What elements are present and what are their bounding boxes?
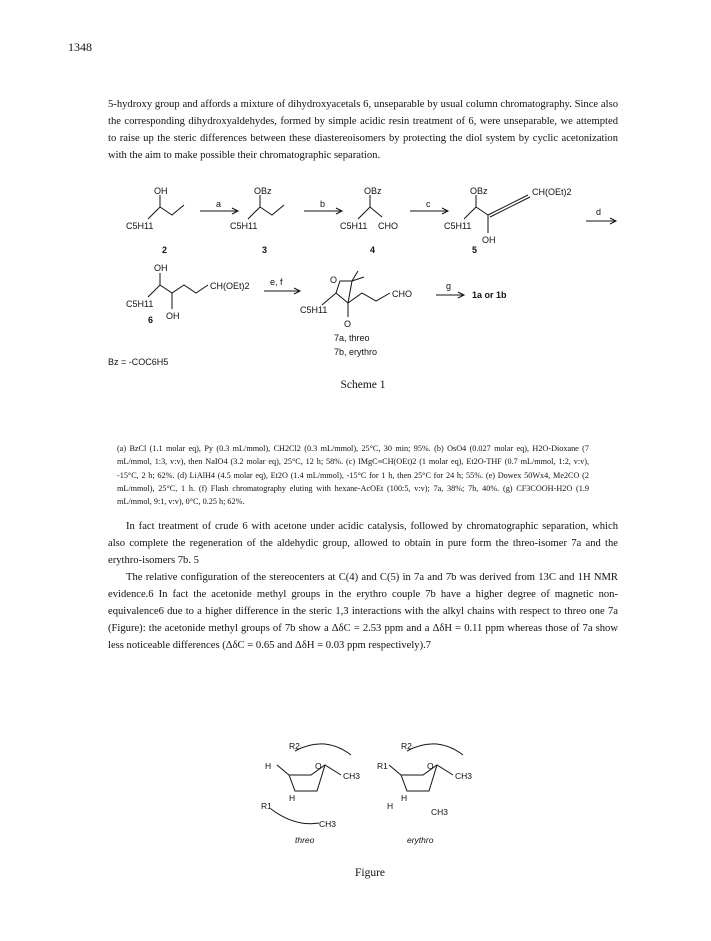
r1-label: R1 — [377, 761, 388, 771]
product-7a: 7a, threo — [334, 333, 370, 343]
c5h11-label: C5H11 — [340, 221, 368, 231]
compound-3: 3 — [262, 245, 268, 255]
intro-paragraph — [108, 96, 618, 164]
ch3-label: CH3 — [455, 771, 473, 781]
para-3: The relative configuration of the stereocenters at C(4) and C(5) in 7a and 7b was derived from 13C and 1H NMR evidence.6 In fact the acetonide methyl groups in the erythro couple 7b have a higher degree of magnetic non-equivalence6 due to a higher difference in the steric 1,3 interactions with the alkyl chains with respect to threo one 7a (Figure): the acetonide methyl groups of 7b show a ΔδC = 2.53 ppm and a ΔδH = 0.11 ppm whereas those of 7a show less noticeable differences (ΔδC = 0.65 and ΔδH = 0.03 ppm respectively).7 — [108, 572, 618, 651]
o-label: O — [344, 319, 352, 329]
h-label: H — [387, 801, 394, 811]
cho-label: CHO — [392, 289, 412, 299]
compound-5: 5 — [472, 245, 478, 255]
step-b: b — [320, 199, 326, 209]
page-number: 1348 — [68, 40, 92, 54]
erythro-label: erythro — [407, 835, 434, 845]
para-2: In fact treatment of crude 6 with acetone under acidic catalysis, followed by chromatographic separation, which also complete the regeneration of the aldehydic group, allowed to obtain in pure form the threo-isomer 7a and the erythro-isomers 7b. 5 — [108, 521, 618, 566]
ch3-label: CH3 — [431, 807, 449, 817]
results-paragraph — [108, 518, 618, 654]
h-label: H — [265, 761, 272, 771]
acetal-label: CH(OEt)2 — [210, 281, 250, 291]
step-d: d — [596, 207, 602, 217]
oh-label: OH — [166, 311, 180, 321]
oh-label: OH — [154, 186, 168, 196]
step-g: g — [446, 281, 452, 291]
r2-label: R2 — [401, 741, 412, 751]
r1-label: R1 — [261, 801, 272, 811]
ch3-label: CH3 — [319, 819, 337, 829]
c5h11-label: C5H11 — [126, 299, 154, 309]
scheme-caption: Scheme 1 — [340, 379, 386, 391]
o-label: O — [315, 761, 322, 771]
oh-label: OH — [154, 263, 168, 273]
h-label: H — [289, 793, 296, 803]
scheme-notes: (a) BzCl (1.1 molar eq), Py (0.3 mL/mmol), CH2Cl2 (0.3 mL/mmol), 25°C, 30 min; 95%. (b) OsO4 (0.027 molar eq), H2O-Dioxane (7 mL/mmol, 1:3, v:v), then NaIO4 (3.2 molar eq), 25°C, 12 h; 58%. (c) IMgC≡CH(OEt)2 (1 molar eq), Et2O-THF (0.7 mL/mmol, 1:2, v:v), -15°C, 2 h; 62%. (d) LiAlH4 (4.5 molar eq), Et2O (1.4 mL/mmol), -15°C for 1 h, then 25°C for 24 h; 55%. (e) Dowex 50Wx4, Me2CO (2 mL/mmol), 25°C, 1 h. (f) Flash chromatography eluting with hexane-AcOEt (100:5, v:v); 7a, 38%; 7b, 40%. (g) CF3COOH-H2O (1.9 mL/mmol, 9:1, v:v), 0°C, 0.25 h; 62%. — [117, 444, 589, 507]
scheme-drawing — [108, 185, 618, 385]
step-ef: e, f — [270, 277, 283, 287]
scheme-1 — [108, 185, 618, 405]
compound-4: 4 — [370, 245, 376, 255]
bz-definition: Bz = -COC6H5 — [108, 357, 169, 367]
figure — [255, 735, 485, 885]
cho-label: CHO — [378, 221, 398, 231]
c5h11-label: C5H11 — [126, 221, 154, 231]
obz-label: OBz — [254, 186, 272, 196]
figure-drawing — [255, 735, 485, 855]
obz-label: OBz — [470, 186, 488, 196]
acetal-label: CH(OEt)2 — [532, 187, 572, 197]
final-product: 1a or 1b — [472, 290, 507, 300]
compound-2: 2 — [162, 245, 168, 255]
h-label: H — [401, 793, 408, 803]
o-label: O — [330, 275, 338, 285]
step-a: a — [216, 199, 222, 209]
product-7b: 7b, erythro — [334, 347, 378, 357]
oh-label: OH — [482, 235, 496, 245]
threo-label: threo — [295, 835, 315, 845]
figure-caption: Figure — [354, 867, 386, 879]
ch3-label: CH3 — [343, 771, 361, 781]
c5h11-label: C5H11 — [444, 221, 472, 231]
o-label: O — [427, 761, 434, 771]
step-c: c — [426, 199, 431, 209]
intro-text: 5-hydroxy group and affords a mixture of dihydroxyacetals 6, unseparable by usual column chromatography. Since also the corresponding dihydroxyaldehydes, formed by simple acidic resin treatment of 6, were unseparable, we attempted to raise up the steric differences between these diastereoisomers by protecting the diol system by cyclic acetonization with the aim to make possible their chromatographic separation. — [108, 99, 618, 161]
c5h11-label: C5H11 — [300, 305, 328, 315]
r2-label: R2 — [289, 741, 300, 751]
compound-6: 6 — [148, 315, 154, 325]
obz-label: OBz — [364, 186, 382, 196]
c5h11-label: C5H11 — [230, 221, 258, 231]
